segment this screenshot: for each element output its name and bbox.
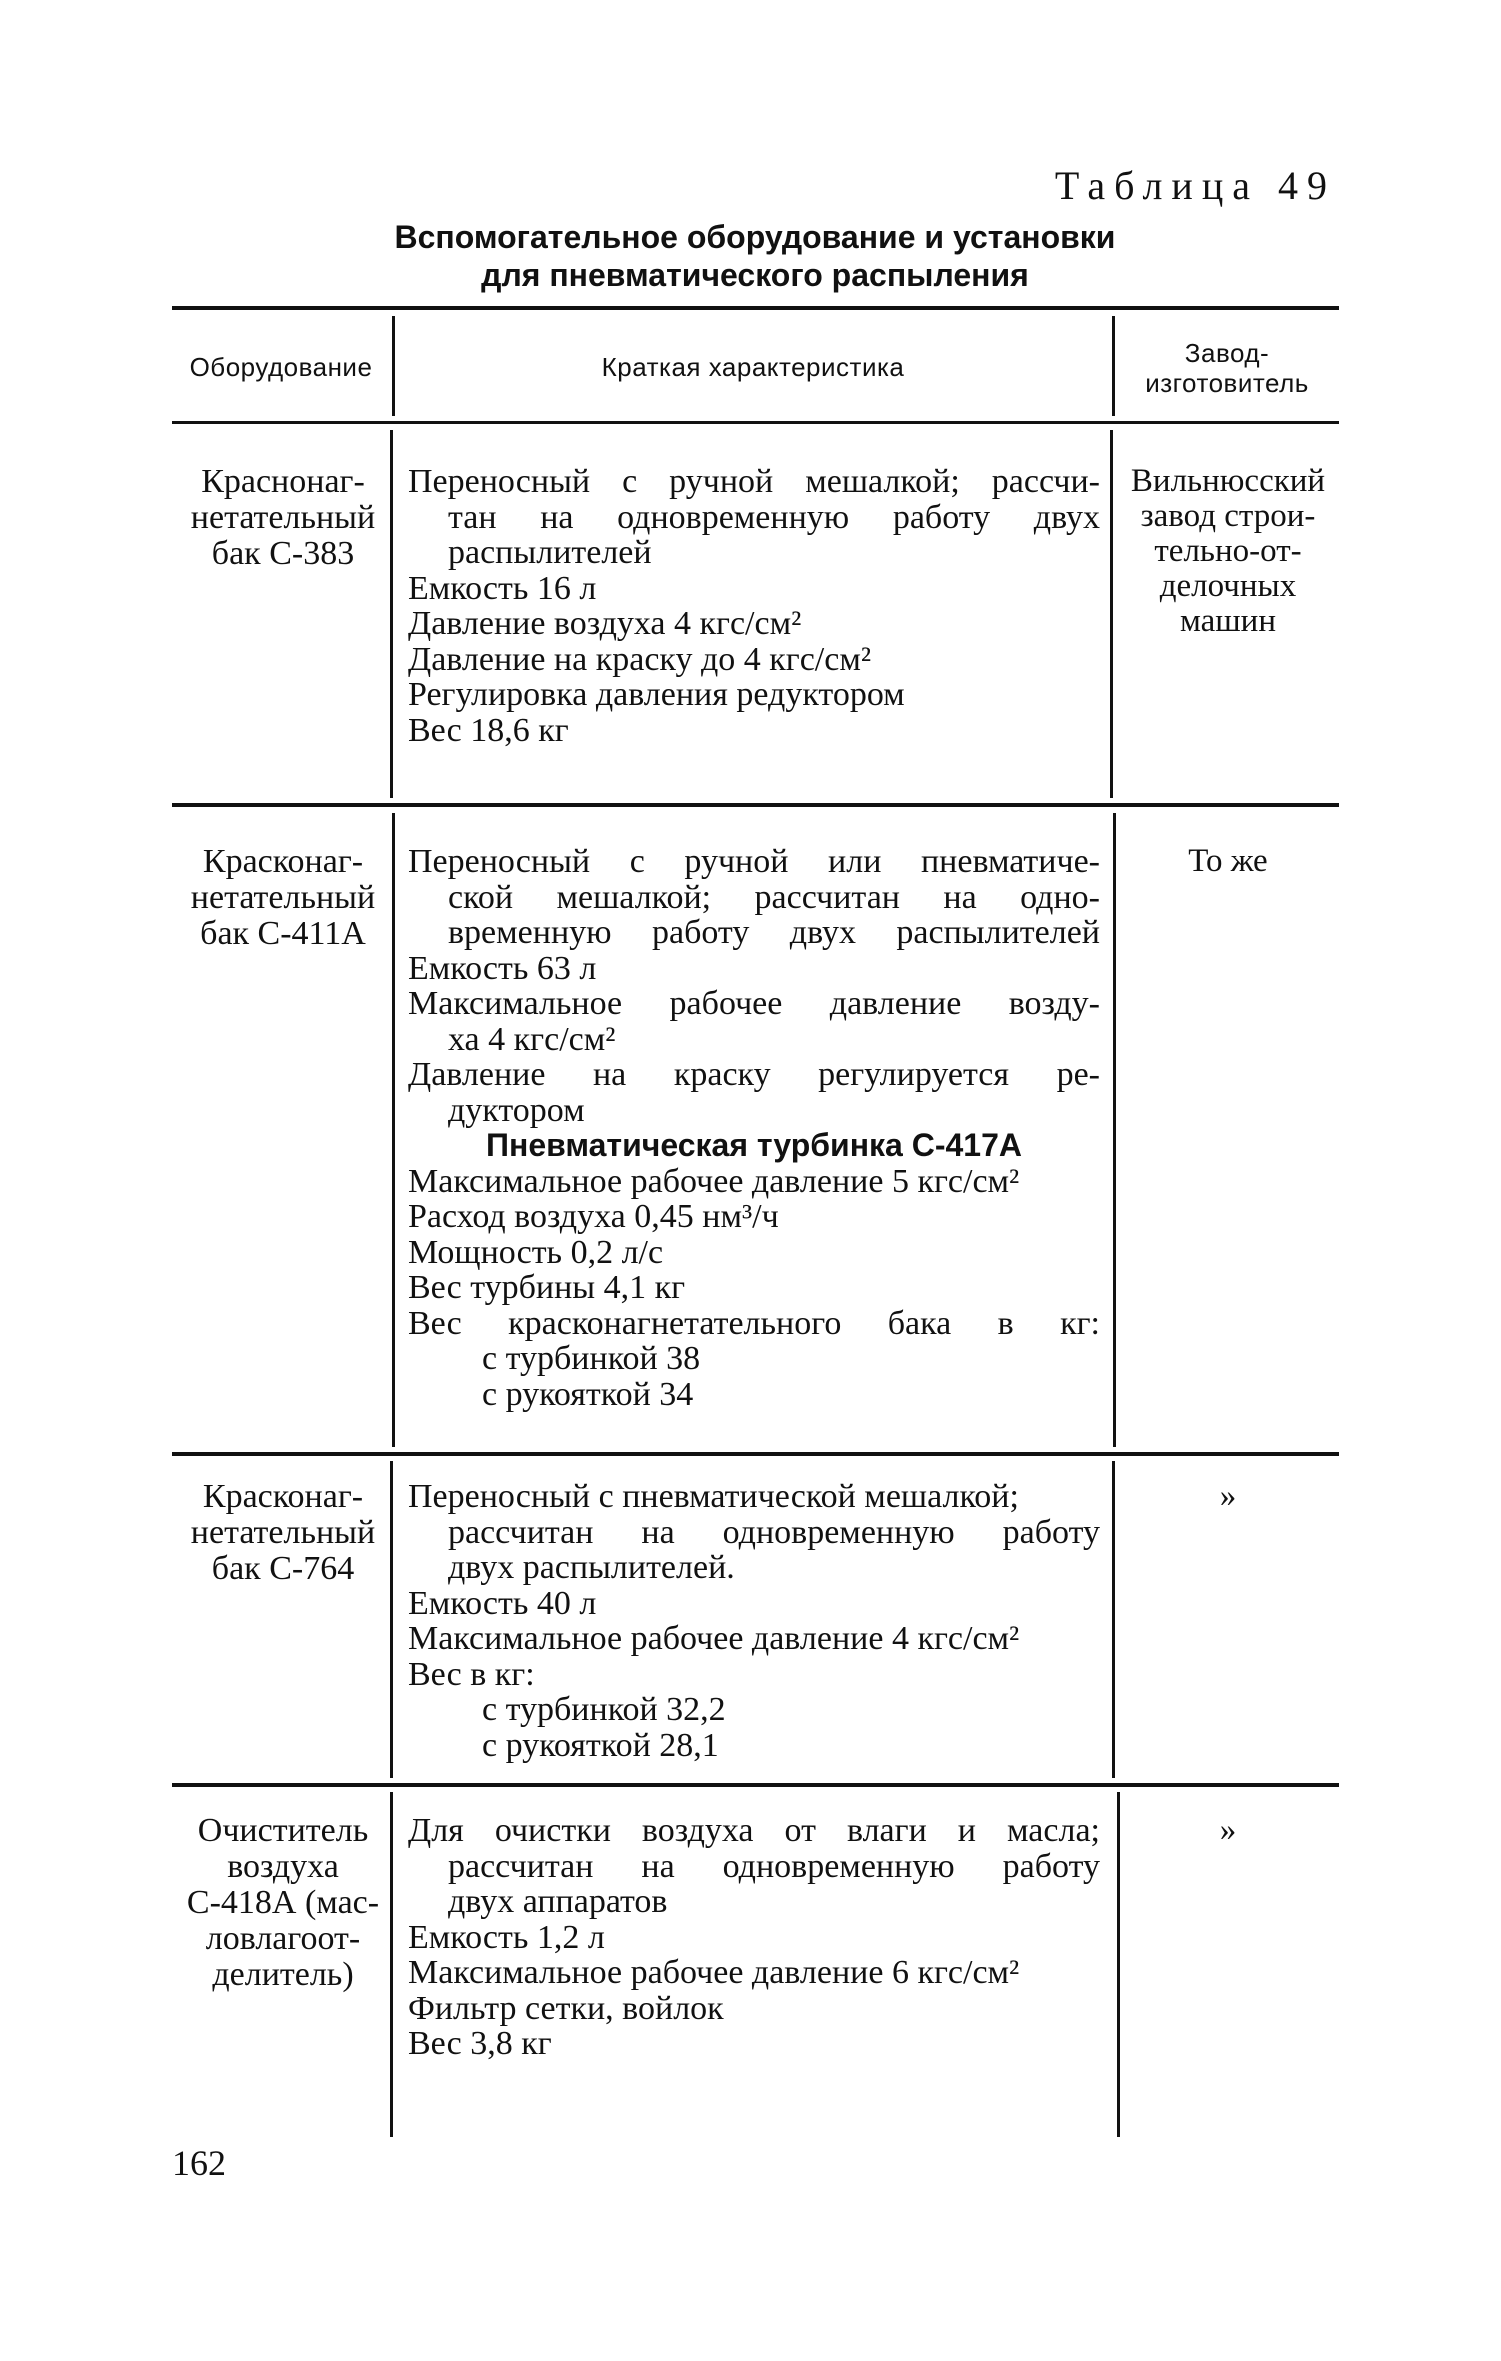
- maker-cell: [1118, 844, 1338, 879]
- description-line: дуктором: [448, 1091, 585, 1129]
- equipment-cell: [172, 1479, 394, 1587]
- description-line: Максимальное рабочее давление 4 кгс/см²: [408, 1620, 1020, 1657]
- description-cell: [408, 1479, 1100, 1763]
- equipment-line: Красконаг-: [202, 1478, 364, 1515]
- equipment-line: делитель): [212, 1956, 354, 1993]
- column-rule-2: [1110, 430, 1113, 798]
- description-line: Переносный с пневматической мешалкой;: [408, 1478, 1019, 1515]
- description-line: временную работу двух распылителей: [448, 914, 1100, 951]
- equipment-line: бак С-411А: [200, 915, 366, 952]
- description-line: рассчитан на одновременную работу: [448, 1847, 1100, 1885]
- description-cell: [408, 844, 1100, 1412]
- description-line: Вес в кг:: [408, 1655, 535, 1693]
- table-title-line-2: для пневматического распыления: [481, 257, 1029, 293]
- description-line: Емкость 16 л: [408, 569, 597, 607]
- description-line: тан на одновременную работу двух: [448, 498, 1100, 536]
- equipment-line: нетательный: [190, 879, 376, 916]
- table-top-rule: [172, 306, 1339, 310]
- maker-cell: [1118, 1479, 1338, 1514]
- column-header-description: Краткая характеристика: [601, 352, 905, 382]
- table-label: Таблица 49: [1054, 163, 1336, 208]
- equipment-line: воздуха: [227, 1848, 339, 1885]
- equipment-line: Краснонаг-: [201, 463, 365, 500]
- equipment-line: ловлагоот-: [205, 1920, 361, 1957]
- description-line: Вес турбины 4,1 кг: [408, 1269, 686, 1306]
- table-title-line-1: Вспомогательное оборудование и установки: [394, 219, 1116, 255]
- row-separator-1: [172, 803, 1339, 807]
- description-line: с рукояткой 28,1: [482, 1726, 719, 1764]
- equipment-cell: [172, 1813, 394, 1993]
- column-rule-2: [1112, 1461, 1115, 1778]
- column-rule-2: [1112, 316, 1115, 416]
- maker-line: То же: [1188, 843, 1268, 879]
- column-header-maker-line: изготовитель: [1145, 368, 1309, 398]
- description-line: Фильтр сетки, войлок: [408, 1989, 724, 2027]
- equipment-cell: [172, 844, 394, 952]
- description-line: ха 4 кгс/см²: [448, 1020, 616, 1058]
- maker-line: завод строи-: [1140, 498, 1316, 534]
- row-separator-2: [172, 1452, 1339, 1456]
- equipment-line: бак С-764: [211, 1550, 355, 1587]
- description-line: Максимальное рабочее давление 5 кгс/см²: [408, 1162, 1020, 1200]
- description-line: с турбинкой 32,2: [482, 1691, 726, 1728]
- description-line: Вес 18,6 кг: [408, 711, 569, 749]
- description-line: ской мешалкой; рассчитан на одно-: [448, 878, 1100, 916]
- column-header-maker: [1116, 338, 1338, 398]
- description-line: с турбинкой 38: [482, 1340, 701, 1377]
- description-line: двух распылителей.: [448, 1549, 735, 1586]
- maker-line: машин: [1179, 603, 1277, 639]
- description-line: Максимальное рабочее давление 6 кгс/см²: [408, 1954, 1020, 1991]
- description-line: Емкость 40 л: [408, 1584, 597, 1622]
- description-line: Емкость 1,2 л: [408, 1918, 605, 1956]
- maker-line: »: [1219, 1812, 1237, 1848]
- equipment-line: Красконаг-: [202, 843, 364, 880]
- maker-line: »: [1219, 1478, 1237, 1514]
- description-line: с рукояткой 34: [482, 1375, 694, 1413]
- column-rule-1: [392, 316, 395, 416]
- equipment-line: Очиститель: [197, 1812, 369, 1849]
- column-header-equipment: Оборудование: [189, 352, 373, 382]
- maker-cell: [1118, 1813, 1338, 1848]
- description-line: Емкость 63 л: [408, 949, 597, 987]
- maker-line: делочных: [1159, 568, 1297, 604]
- description-cell: [408, 1813, 1100, 2062]
- maker-cell: [1118, 464, 1338, 639]
- description-line: распылителей: [448, 534, 652, 571]
- description-line: Давление на краску регулируется ре-: [408, 1056, 1100, 1093]
- description-line: Максимальное рабочее давление возду-: [408, 985, 1100, 1022]
- equipment-line: нетательный: [190, 1514, 376, 1551]
- description-line: Переносный с ручной или пневматиче-: [408, 843, 1100, 880]
- description-line: Мощность 0,2 л/с: [408, 1233, 664, 1271]
- description-line: Для очистки воздуха от влаги и масла;: [408, 1812, 1100, 1849]
- equipment-line: С-418А (мас-: [186, 1884, 380, 1921]
- column-rule-2: [1113, 813, 1116, 1447]
- description-line: Расход воздуха 0,45 нм³/ч: [408, 1198, 779, 1235]
- maker-line: Вильнюсский: [1130, 463, 1326, 499]
- description-line: двух аппаратов: [448, 1883, 668, 1920]
- equipment-line: нетательный: [190, 499, 376, 536]
- description-line: рассчитан на одновременную работу: [448, 1513, 1100, 1551]
- column-header-maker-line: Завод-: [1184, 338, 1270, 368]
- description-line: Переносный с ручной мешалкой; рассчи-: [408, 463, 1100, 500]
- description-cell: [408, 464, 1100, 748]
- maker-line: тельно-от-: [1154, 533, 1302, 569]
- description-line: Регулировка давления редуктором: [408, 676, 905, 713]
- description-line: Давление на краску до 4 кгс/см²: [408, 640, 872, 678]
- description-line: Давление воздуха 4 кгс/см²: [408, 605, 802, 642]
- section-subheading: Пневматическая турбинка С-417А: [485, 1127, 1022, 1163]
- header-bottom-rule: [172, 421, 1339, 424]
- description-line: Вес красконагнетательного бака в кг:: [408, 1304, 1100, 1342]
- row-separator-3: [172, 1783, 1339, 1787]
- page-number: 162: [172, 2143, 226, 2183]
- equipment-line: бак С-383: [211, 535, 355, 572]
- description-line: Вес 3,8 кг: [408, 2025, 552, 2062]
- equipment-cell: [172, 464, 394, 572]
